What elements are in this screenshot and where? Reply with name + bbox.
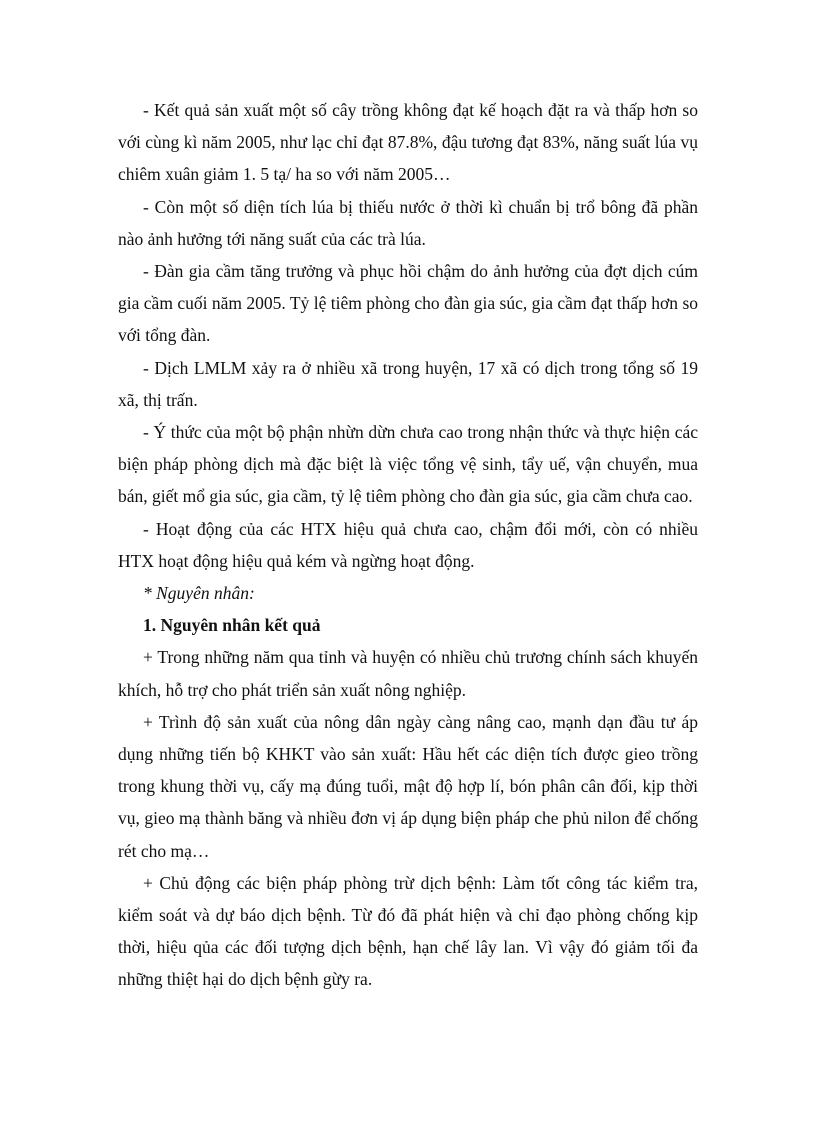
paragraph-water-shortage: - Còn một số diện tích lúa bị thiếu nước ở thời kì chuẩn bị trổ bông đã phần nào ảnh hưởng tới năng suất của các trà lúa.	[118, 196, 698, 249]
paragraph-awareness: - Ý thức của một bộ phận nhừn dừn chưa cao trong nhận thức và thực hiện các biện pháp phòng dịch mà đặc biệt là việc tổng vệ sinh, tẩy uế, vận chuyển, mua bán, giết mổ gia súc, gia cầm, tỷ lệ tiêm phòng cho đàn gia súc, gia cầm chưa cao.	[118, 422, 698, 507]
cause-label: * Nguyên nhân:	[143, 583, 255, 604]
paragraph-cooperatives: - Hoạt động của các HTX hiệu quả chưa cao, chậm đổi mới, còn có nhiều HTX hoạt động hiệu quả kém và ngừng hoạt động.	[118, 518, 698, 571]
paragraph-crop-yield: - Kết quả sản xuất một số cây trồng không đạt kế hoạch đặt ra và thấp hơn so với cùng kì năm 2005, như lạc chỉ đạt 87.8%, đậu tương đạt 83%, năng suất lúa vụ chiêm xuân giảm 1. 5 tạ/ ha so với năm 2005…	[118, 100, 698, 185]
paragraph-disease-outbreak: - Dịch LMLM xảy ra ở nhiều xã trong huyện, 17 xã có dịch trong tổng số 19 xã, thị trấn.	[118, 357, 698, 410]
document-body	[118, 94, 698, 996]
paragraph-policy: + Trong những năm qua tỉnh và huyện có nhiều chủ trương chính sách khuyến khích, hỗ trợ cho phát triển sản xuất nông nghiệp.	[118, 647, 698, 700]
section-heading: 1. Nguyên nhân kết quả	[143, 615, 321, 636]
paragraph-poultry: - Đàn gia cầm tăng trưởng và phục hồi chậm do ảnh hưởng của đợt dịch cúm gia cầm cuối năm 2005. Tỷ lệ tiêm phòng cho đàn gia súc, gia cầm đạt thấp hơn so với tổng đàn.	[118, 261, 698, 346]
paragraph-disease-control: + Chủ động các biện pháp phòng trừ dịch bệnh: Làm tốt công tác kiểm tra, kiểm soát và dự báo dịch bệnh. Từ đó đã phát hiện và chỉ đạo phòng chống kịp thời, hiệu qủa các đối tượng dịch bệnh, hạn chế lây lan. Vì vậy đó giảm tối đa những thiệt hại do dịch bệnh gừy ra.	[118, 872, 698, 990]
paragraph-farmer-skill: + Trình độ sản xuất của nông dân ngày càng nâng cao, mạnh dạn đầu tư áp dụng những tiến bộ KHKT vào sản xuất: Hầu hết các diện tích được gieo trồng trong khung thời vụ, cấy mạ đúng tuổi, mật độ hợp lí, bón phân cân đối, kịp thời vụ, gieo mạ thành băng và nhiều đơn vị áp dụng biện pháp che phủ nilon để chống rét cho mạ…	[118, 711, 698, 861]
